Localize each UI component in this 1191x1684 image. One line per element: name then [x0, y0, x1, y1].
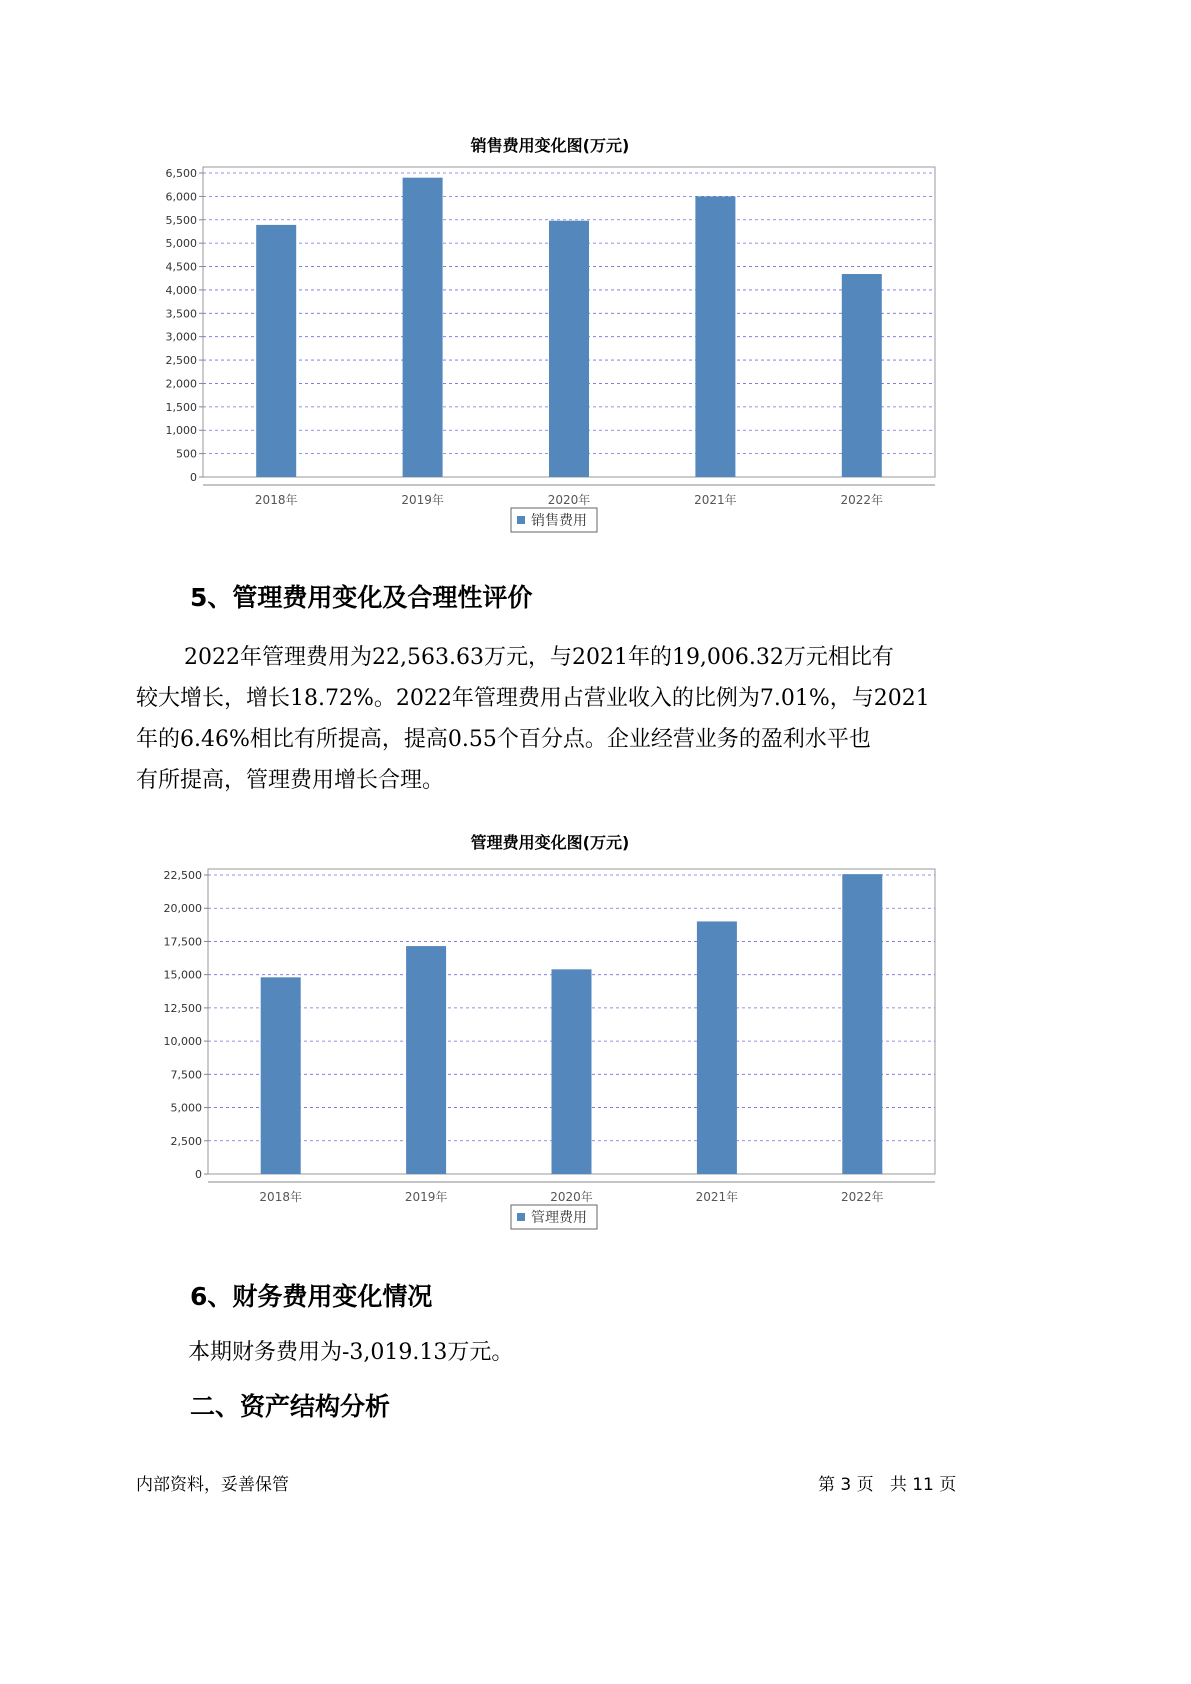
- y-tick-label: 5,000: [165, 237, 197, 251]
- admin-expense-chart: [0, 865, 1100, 1250]
- y-tick-label: 2,500: [170, 1134, 202, 1148]
- x-tick-label: 2018年: [259, 1190, 302, 1204]
- bar: [842, 274, 882, 477]
- bar: [697, 921, 737, 1174]
- bar: [261, 977, 301, 1174]
- admin-expense-chart-title: 管理费用变化图(万元): [470, 833, 630, 852]
- legend-swatch: [517, 1213, 525, 1221]
- y-tick-label: 2,000: [165, 377, 197, 391]
- legend-label: 管理费用: [531, 1210, 587, 1226]
- y-tick-label: 5,000: [170, 1101, 202, 1115]
- y-tick-label: 5,500: [165, 213, 197, 227]
- y-tick-label: 2,500: [165, 354, 197, 368]
- y-tick-label: 500: [176, 447, 197, 461]
- section-two-heading: 二、资产结构分析: [190, 1392, 391, 1421]
- y-tick-label: 10,000: [163, 1035, 202, 1049]
- footer-confidential-note: 内部资料，妥善保管: [136, 1475, 289, 1495]
- bar: [552, 969, 592, 1174]
- y-tick-label: 4,500: [165, 260, 197, 274]
- x-tick-label: 2018年: [254, 493, 298, 507]
- y-tick-label: 3,500: [165, 307, 197, 321]
- legend-label: 销售费用: [531, 513, 587, 529]
- x-tick-label: 2020年: [547, 493, 591, 507]
- x-tick-label: 2020年: [550, 1190, 593, 1204]
- x-tick-label: 2019年: [401, 493, 444, 507]
- y-tick-label: 17,500: [163, 935, 202, 949]
- y-tick-label: 3,000: [165, 330, 197, 344]
- x-tick-label: 2021年: [695, 1190, 739, 1204]
- y-tick-label: 20,000: [163, 902, 202, 916]
- y-tick-label: 4,000: [165, 283, 197, 297]
- y-tick-label: 0: [190, 471, 197, 484]
- paragraph-line: 年的6.46%相比有所提高，提高0.55个百分点。企业经营业务的盈利水平也: [136, 727, 871, 752]
- x-tick-label: 2022年: [840, 493, 884, 507]
- legend-swatch: [517, 516, 525, 524]
- section-5-paragraph: [136, 637, 976, 801]
- footer-page-number: 第 3 页 共 11 页: [818, 1475, 957, 1495]
- bar: [403, 178, 443, 477]
- bar: [842, 874, 882, 1174]
- section-6-paragraph: 本期财务费用为-3,019.13万元。: [188, 1340, 514, 1365]
- y-tick-label: 1,500: [165, 400, 197, 414]
- sales-expense-chart: [0, 165, 1100, 550]
- y-tick-label: 7,500: [170, 1068, 202, 1082]
- sales-expense-chart-title: 销售费用变化图(万元): [470, 136, 630, 155]
- bar: [406, 946, 446, 1174]
- y-tick-label: 6,000: [165, 190, 197, 204]
- y-tick-label: 12,500: [163, 1001, 202, 1015]
- paragraph-line: 2022年管理费用为22,563.63万元，与2021年的19,006.32万元相比有: [184, 645, 894, 670]
- x-tick-label: 2021年: [694, 493, 737, 507]
- y-tick-label: 6,500: [165, 167, 197, 180]
- section-6-heading: 6、财务费用变化情况: [190, 1282, 433, 1311]
- section-5-heading: 5、管理费用变化及合理性评价: [190, 583, 533, 612]
- y-tick-label: 0: [195, 1168, 202, 1181]
- bar: [256, 225, 296, 477]
- y-tick-label: 22,500: [163, 869, 202, 882]
- bar: [695, 196, 735, 477]
- x-tick-label: 2019年: [404, 1190, 448, 1204]
- paragraph-line: 有所提高，管理费用增长合理。: [136, 768, 445, 793]
- x-tick-label: 2022年: [841, 1190, 884, 1204]
- y-tick-label: 1,000: [165, 424, 197, 438]
- paragraph-line: 较大增长，增长18.72%。2022年管理费用占营业收入的比例为7.01%，与2021: [136, 686, 930, 711]
- bar: [549, 221, 589, 477]
- y-tick-label: 15,000: [163, 968, 202, 982]
